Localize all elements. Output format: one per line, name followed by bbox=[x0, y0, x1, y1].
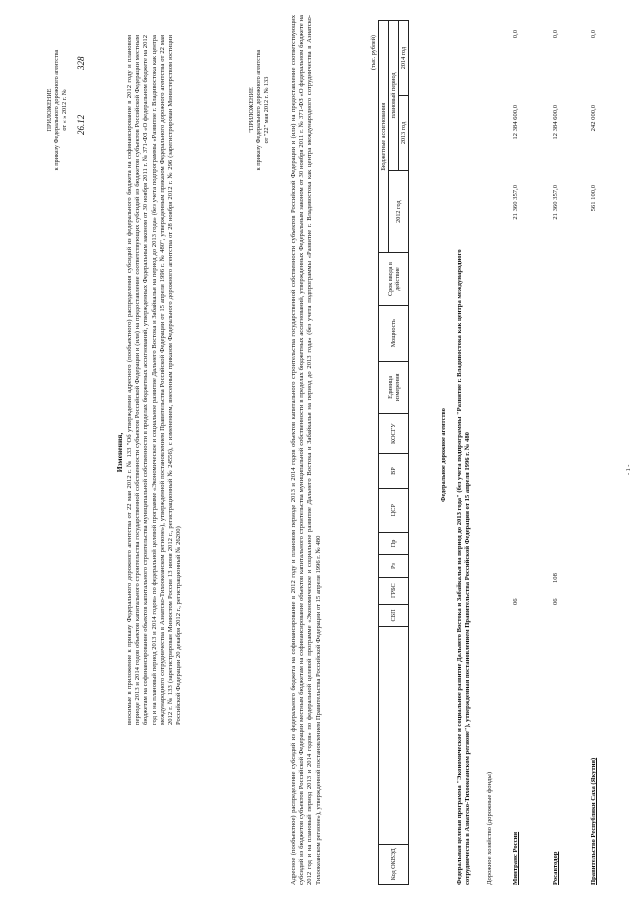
row-roads: Дорожное хозяйство (дорожные фонды) bbox=[486, 771, 493, 885]
row-rosavtodor-grbs: 06 bbox=[552, 598, 559, 605]
row-rosavtodor: Росавтодор bbox=[552, 851, 559, 885]
row-mintrans: Минтранс России bbox=[512, 831, 519, 885]
col-vr: ВР bbox=[379, 454, 409, 488]
agency-label: Федеральное дорожное агентство bbox=[440, 408, 447, 502]
appendix-mid-line2: от "22" мая 2012 г. № 133 bbox=[262, 76, 270, 144]
col-budget: Бюджетные ассигнования bbox=[379, 21, 389, 253]
col-term: Срок ввода в действие bbox=[379, 253, 409, 305]
col-2012: 2012 год bbox=[389, 170, 409, 253]
appendix-block-top bbox=[46, 15, 68, 205]
col-kod-okved: Код ОКВЭД bbox=[379, 844, 409, 884]
col-grbs: ГРБС bbox=[379, 577, 409, 604]
changes-title: Изменения, bbox=[115, 432, 124, 473]
col-2014: 2014 год bbox=[399, 21, 409, 96]
row-mintrans-2014: 0,0 bbox=[512, 30, 519, 39]
col-kosgu: КОСГУ bbox=[379, 414, 409, 454]
row-rosavtodor-2014: 0,0 bbox=[552, 30, 559, 39]
document-heading: Адресное (пообъектное) распределение субсидий из федерального бюджета на софинансирование в 2012 году и плановом периоде 2013 и 2014 годов объектов капитального строительства государственной собственности субъектов Российской Федерации и (или) на предоставление соответствующих субсидий из бюджетов субъектов Российской Федерации местным бюджетам на софинансирование объектов капитального строительства муниципальной собственности в пределах бюджетных ассигнований, утвержденных Федеральным законом от 30 ноября 2011 г. № 371-ФЗ «О федеральном бюджете на 2012 год и на плановый период 2013 и 2014 годов» по федеральной целевой программе «Экономическое и социальное развитие Дальнего Востока и Забайкалья на период до 2013 года» (без учета подпрограммы «Развитие г. Владивостока как центра международного сотрудничества в Азиатско-Тихоокеанском регионе»), утвержденной постановлением Правительства Российской Федерации от 15 апреля 1996 г. № 480 bbox=[290, 15, 322, 885]
col-unit: Единица измерения bbox=[379, 361, 409, 413]
col-planned: плановый период bbox=[389, 21, 399, 171]
page-number: - 1 - bbox=[625, 464, 632, 475]
row-mintrans-2012: 21 360 357,0 bbox=[512, 185, 519, 220]
handwritten-date: 26.12 bbox=[76, 114, 86, 135]
row-yakutia-2012: 561 100,0 bbox=[590, 185, 597, 212]
appendix-top-line1: к приказу Федерального дорожного агентства bbox=[53, 49, 61, 171]
row-rosavtodor-rz: 108 bbox=[552, 573, 559, 583]
appendix-mid-line1: к приказу Федерального дорожного агентства bbox=[255, 49, 263, 171]
row-mintrans-2013: 12 384 600,0 bbox=[512, 105, 519, 140]
col-rz: Рз bbox=[379, 555, 409, 578]
row-program: Федеральная целевая программа "Экономическое и социальное развитие Дальнего Востока и Забайкалья на период до 2013 года" (без учета подпрограммы "Развитие г. Владивостока как центра международного сотрудничества в Азиатско-Тихоокеанском регионе"), утвержденная постановлением Правительства Российской Федерации от 15 апреля 1996 г. № 480 bbox=[456, 249, 471, 885]
header-table bbox=[378, 20, 409, 885]
row-rosavtodor-2013: 12 384 600,0 bbox=[552, 105, 559, 140]
appendix-mid-label: "ПРИЛОЖЕНИЕ bbox=[248, 87, 255, 133]
units-label: (тыс. рублей) bbox=[370, 35, 377, 70]
appendix-top-line2: от « » 2012 г. № bbox=[60, 89, 68, 131]
col-capacity: Мощность bbox=[379, 305, 409, 361]
col-name bbox=[379, 627, 409, 844]
row-mintrans-grbs: 06 bbox=[512, 598, 519, 605]
appendix-block-mid bbox=[248, 15, 270, 205]
row-yakutia: Правительство Республики Саха (Якутия) bbox=[590, 757, 597, 885]
col-pr: Пр bbox=[379, 532, 409, 555]
row-rosavtodor-2012: 21 360 357,0 bbox=[552, 185, 559, 220]
col-csr: ЦСР bbox=[379, 488, 409, 532]
changes-intro: вносимые в приложение к приказу Федерального дорожного агентства от 22 мая 2012 г. № 133 "Об утверждении адресного (пообъектного) распределения субсидий из федерального бюджета на софинансирование в 2012 году и плановом периоде 2013 и 2014 годов объектов капитального строительства государственной собственности субъектов Российской Федерации и (или) на предоставление соответствующих субсидий из бюджетов субъектов Российской Федерации местным бюджетам на софинансирование объектов капитального строительства муниципальной собственности в пределах бюджетных ассигнований, утвержденных Федеральным законом от 30 ноября 2011 г. № 371-ФЗ «О федеральном бюджете на 2012 год и на плановый период 2013 и 2014 годов» по федеральной целевой программе «Экономическое и социальное развитие Дальнего Востока и Забайкалья на период до 2013 года» (без учета подпрограммы «Развитие г. Владивостока как центра международного сотрудничества в Азиатско-Тихоокеанском регионе»), утвержденной постановлением Правительства Российской Федерации от 15 апреля 1996 г. № 480", утвержденным приказом Федерального дорожного агентства от 22 мая 2012 г. № 133 (зарегистрирован Минюстом России 13 июня 2012 г., регистрационный № 24556), с изменением, внесенным приказом Федерального дорожного агентства от 28 ноября 2012 г. № 296 (зарегистрирован Министерством юстиции Российской Федерации 20 декабря 2012 г., регистрационный № 26200) bbox=[126, 35, 183, 725]
row-yakutia-2014: 0,0 bbox=[590, 30, 597, 39]
col-2013: 2013 год bbox=[399, 96, 409, 171]
appendix-top-label: ПРИЛОЖЕНИЕ bbox=[46, 88, 53, 132]
row-yakutia-2013: 242 000,0 bbox=[590, 105, 597, 132]
handwritten-number: 328 bbox=[76, 56, 86, 70]
col-sbp: СБП bbox=[379, 604, 409, 627]
